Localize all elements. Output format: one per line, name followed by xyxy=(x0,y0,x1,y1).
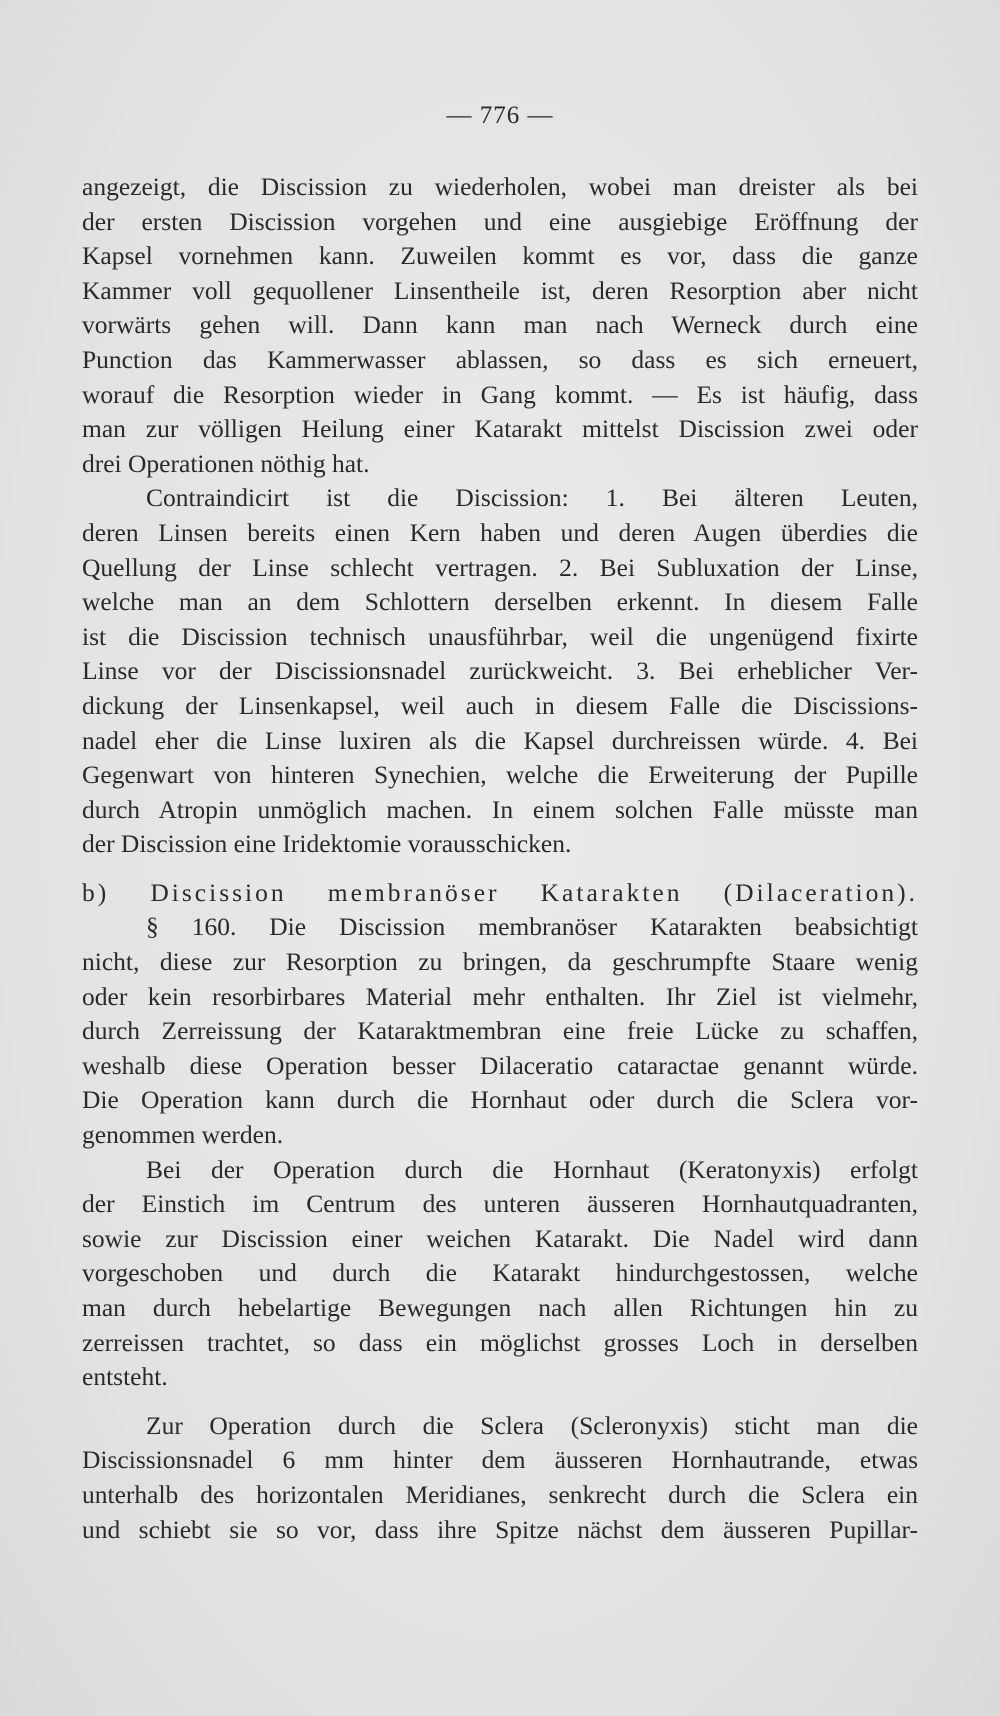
text-line: durch Atropin unmöglich machen. In einem solchen Falle müsste man xyxy=(82,794,918,824)
text-line: Contraindicirt ist die Discission: 1. Bei älteren Leuten, xyxy=(146,483,918,513)
text-line: welche man an dem Schlottern derselben erkennt. In diesem Falle xyxy=(82,587,918,617)
text-line: Linse vor der Discissionsnadel zurückweicht. 3. Bei erheblicher Ver- xyxy=(82,656,918,686)
text-line: zerreissen trachtet, so dass ein möglichst grosses Loch in derselben xyxy=(82,1327,918,1357)
section-heading: b) Discission membranöser Katarakten (Dilaceration). xyxy=(82,877,918,907)
text-line: der ersten Discission vorgehen und eine ausgiebige Eröffnung der xyxy=(82,206,918,236)
text-line: dickung der Linsenkapsel, weil auch in diesem Falle die Discissions- xyxy=(82,690,918,720)
text-line: angezeigt, die Discission zu wiederholen, wobei man dreister als bei xyxy=(82,172,918,201)
text-line: der Einstich im Centrum des unteren äusseren Hornhautquadranten, xyxy=(82,1189,918,1219)
text-line: § 160. Die Discission membranöser Katarakten beabsichtigt xyxy=(146,912,918,942)
text-line: der Discission eine Iridektomie vorausschicken. xyxy=(82,829,572,859)
text-line: durch Zerreissung der Kataraktmembran eine freie Lücke zu schaffen, xyxy=(82,1016,918,1046)
text-line: Punction das Kammerwasser ablassen, so dass es sich erneuert, xyxy=(82,344,918,374)
text-line: Kapsel vornehmen kann. Zuweilen kommt es vor, dass die ganze xyxy=(82,241,918,271)
section-gap xyxy=(82,862,918,876)
text-line: sowie zur Discission einer weichen Katarakt. Die Nadel wird dann xyxy=(82,1223,918,1253)
text-line: Gegenwart von hinteren Synechien, welche die Erweiterung der Pupille xyxy=(82,760,918,790)
text-line: man durch hebelartige Bewegungen nach allen Richtungen hin zu xyxy=(82,1293,918,1322)
text-line: ist die Discission technisch unausführbar, weil die ungenügend fixirte xyxy=(82,621,918,651)
text-line: deren Linsen bereits einen Kern haben und deren Augen überdies die xyxy=(82,517,918,547)
text-line: weshalb diese Operation besser Dilaceratio cataractae genannt würde. xyxy=(82,1050,918,1080)
page-number: — 776 — xyxy=(446,102,554,129)
text-line: Quellung der Linse schlecht vertragen. 2. Bei Subluxation der Linse, xyxy=(82,552,918,582)
text-line: vorgeschoben und durch die Katarakt hindurchgestossen, welche xyxy=(82,1258,918,1288)
text-line: Zur Operation durch die Sclera (Scleronyxis) sticht man die xyxy=(146,1410,918,1440)
text-line: nicht, diese zur Resorption zu bringen, da geschrumpfte Staare wenig xyxy=(82,947,918,977)
body-text xyxy=(82,170,918,1547)
text-line: Bei der Operation durch die Hornhaut (Keratonyxis) erfolgt xyxy=(146,1154,918,1184)
text-line: und schiebt sie so vor, dass ihre Spitze nächst dem äusseren Pupillar- xyxy=(82,1514,918,1544)
text-line: Die Operation kann durch die Hornhaut oder durch die Sclera vor- xyxy=(82,1085,918,1115)
text-line: genommen werden. xyxy=(82,1120,284,1150)
text-line: vorwärts gehen will. Dann kann man nach Werneck durch eine xyxy=(82,310,918,340)
text-line: drei Operationen nöthig hat. xyxy=(82,448,370,478)
text-line: Kammer voll gequollener Linsentheile ist, deren Resorption aber nicht xyxy=(82,275,918,305)
text-line: entsteht. xyxy=(82,1362,168,1392)
text-line: oder kein resorbirbares Material mehr enthalten. Ihr Ziel ist vielmehr, xyxy=(82,981,918,1011)
text-line: nadel eher die Linse luxiren als die Kapsel durchreissen würde. 4. Bei xyxy=(82,725,918,755)
paragraph-gap xyxy=(82,1395,918,1409)
text-line: Discissionsnadel 6 mm hinter dem äusseren Hornhautrande, etwas xyxy=(82,1445,918,1475)
text-line: unterhalb des horizontalen Meridianes, senkrecht durch die Sclera ein xyxy=(82,1479,918,1509)
text-line: worauf die Resorption wieder in Gang kommt. — Es ist häufig, dass xyxy=(82,379,918,409)
text-line: man zur völligen Heilung einer Katarakt mittelst Discission zwei oder xyxy=(82,414,918,444)
